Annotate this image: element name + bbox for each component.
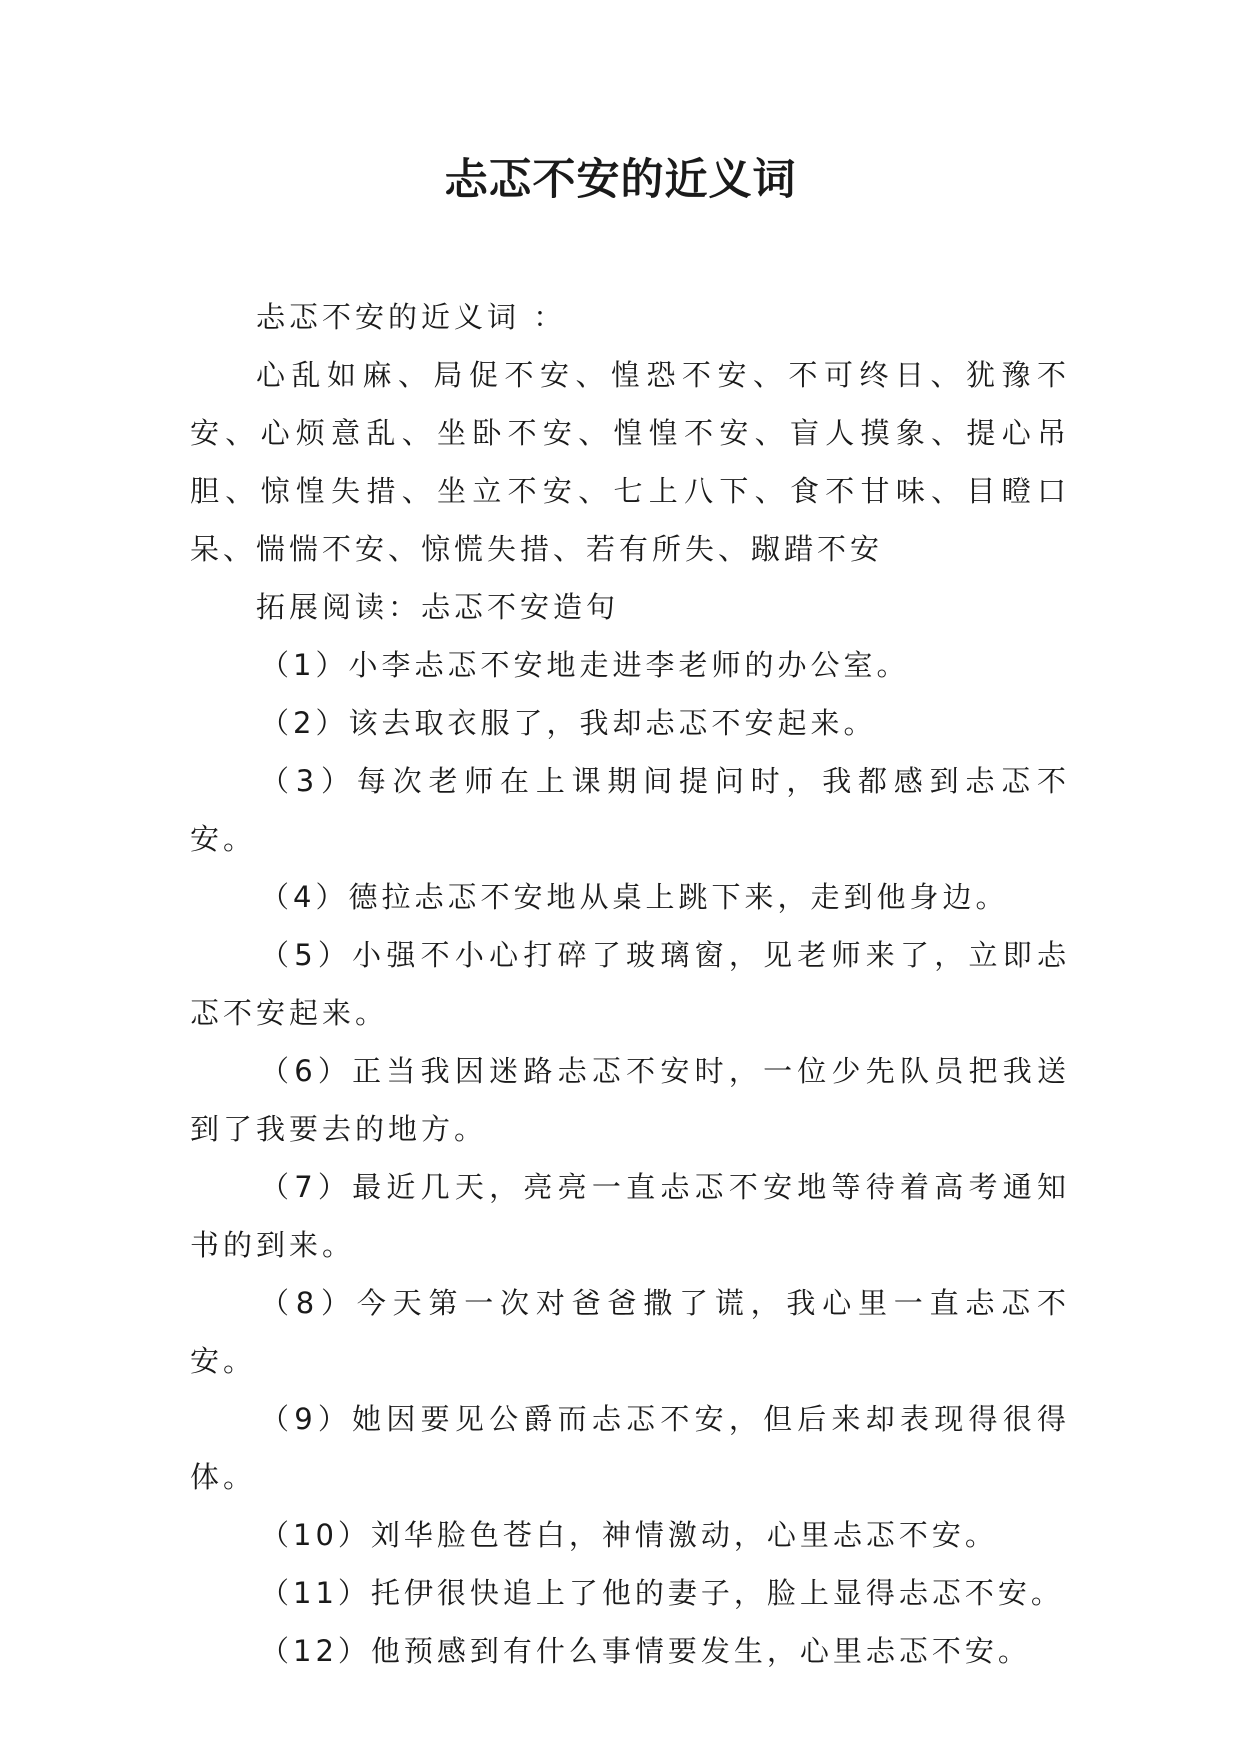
example-sentence-2: （2）该去取衣服了，我却忐忑不安起来。	[260, 706, 877, 740]
document-title: 忐忑不安的近义词	[444, 155, 797, 205]
extended-reading-heading: 拓展阅读：忐忑不安造句	[256, 590, 620, 624]
example-sentence-7: （7）最近几天，亮亮一直忐忑不安地等待着高考通知书的到来。	[190, 1170, 1070, 1262]
example-sentence-5: （5）小强不小心打碎了玻璃窗，见老师来了，立即忐忑不安起来。	[190, 938, 1070, 1030]
example-sentence-9: （9）她因要见公爵而忐忑不安，但后来却表现得很得体。	[190, 1402, 1070, 1494]
example-sentence-8: （8）今天第一次对爸爸撒了谎，我心里一直忐忑不安。	[190, 1286, 1070, 1378]
example-sentence-4: （4）德拉忐忑不安地从桌上跳下来，走到他身边。	[260, 880, 1009, 914]
example-sentence-3: （3）每次老师在上课期间提问时，我都感到忐忑不安。	[190, 764, 1070, 856]
example-sentence-1: （1）小李忐忑不安地走进李老师的办公室。	[260, 648, 910, 682]
synonym-heading: 忐忑不安的近义词 ：	[256, 300, 567, 334]
example-sentence-11: （11）托伊很快追上了他的妻子，脸上显得忐忑不安。	[260, 1576, 1064, 1610]
example-sentence-12: （12）他预感到有什么事情要发生，心里忐忑不安。	[260, 1634, 1031, 1668]
synonym-list: 心乱如麻、局促不安、惶恐不安、不可终日、犹豫不安、心烦意乱、坐卧不安、惶惶不安、盲人摸象、提心吊胆、惊惶失措、坐立不安、七上八下、食不甘味、目瞪口呆、惴惴不安、惊慌失措、若有所失、踧踖不安	[190, 358, 1070, 566]
example-sentence-6: （6）正当我因迷路忐忑不安时，一位少先队员把我送到了我要去的地方。	[190, 1054, 1070, 1146]
example-sentence-10: （10）刘华脸色苍白，神情激动，心里忐忑不安。	[260, 1518, 998, 1552]
document-body	[190, 288, 1070, 1680]
